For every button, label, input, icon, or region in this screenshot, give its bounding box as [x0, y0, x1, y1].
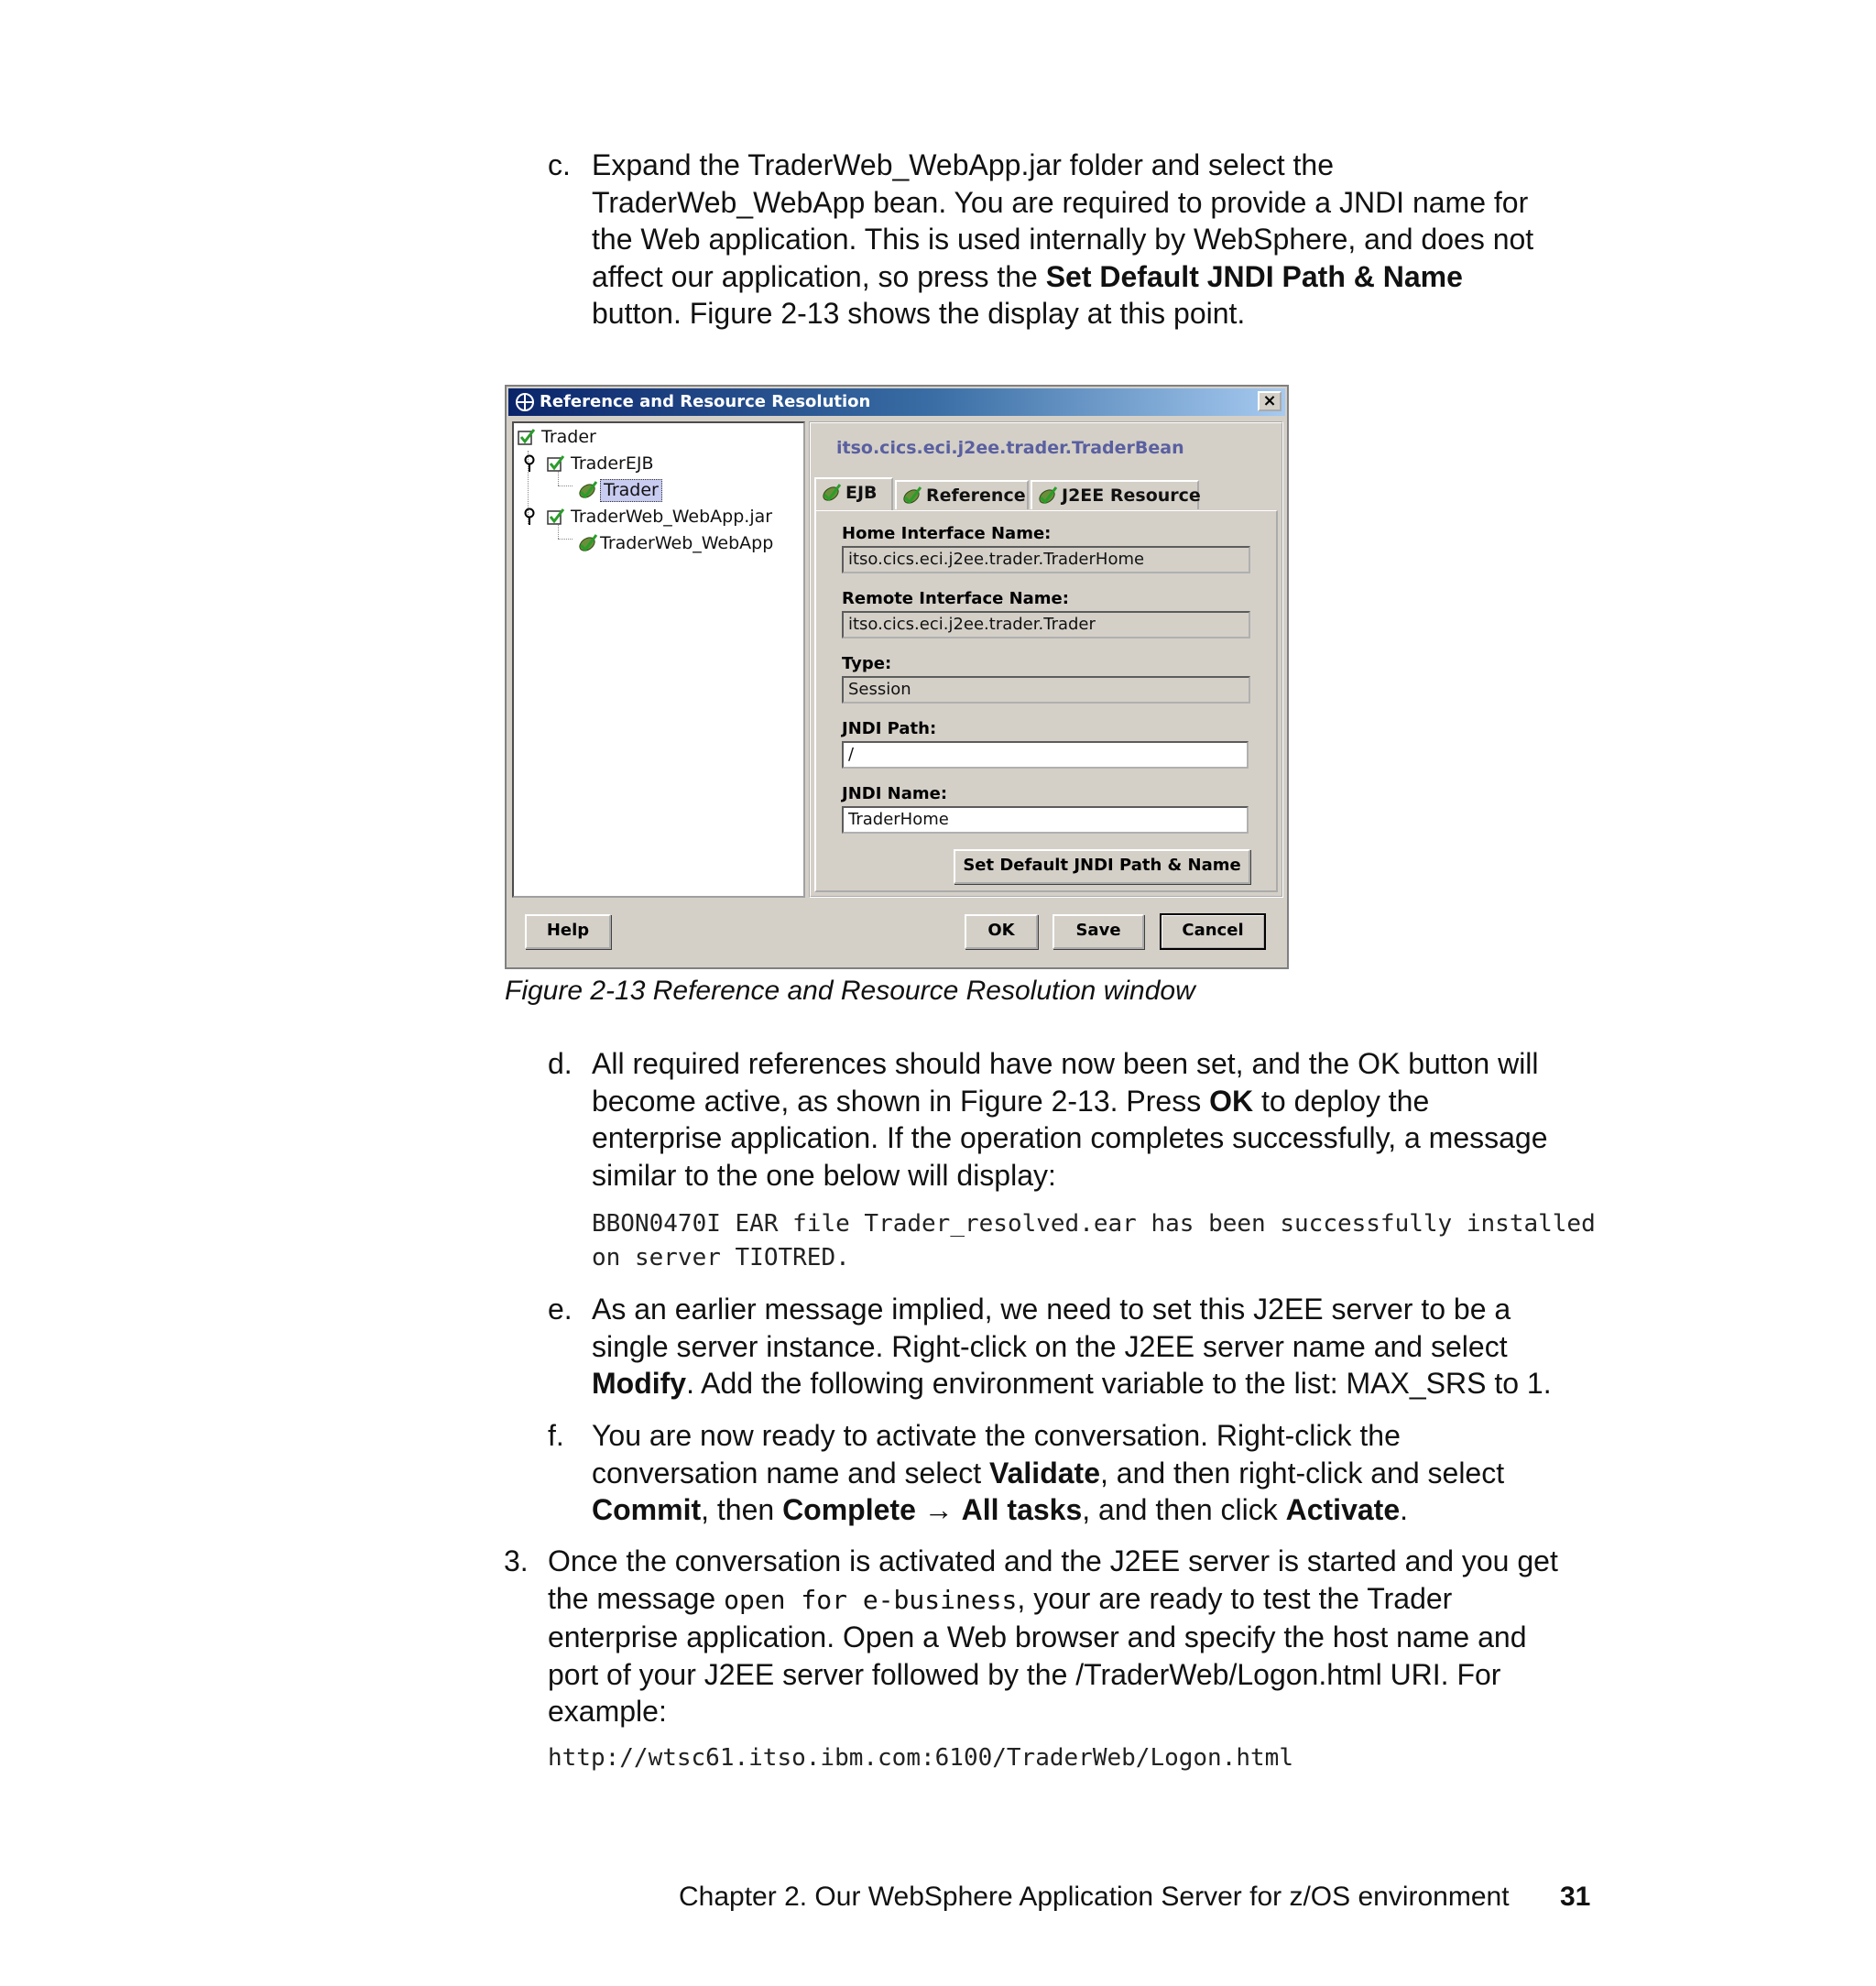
code-line: BBON0470I EAR file Trader_resolved.ear has been successfully installed	[592, 1210, 1596, 1238]
footer-chapter: Chapter 2. Our WebSphere Application Server for z/OS environment	[679, 1882, 1510, 1912]
step-marker: 3.	[504, 1544, 529, 1577]
step-f	[548, 1417, 1647, 1532]
step-c	[548, 147, 1647, 339]
close-icon: ×	[1262, 391, 1277, 410]
tab-ejb[interactable]	[814, 477, 893, 510]
bold-term: Commit	[592, 1493, 702, 1526]
ok-button[interactable]: OK	[965, 914, 1038, 949]
checked-icon	[547, 507, 565, 526]
bold-term: OK	[1209, 1084, 1254, 1118]
tree-node-traderweb-bean[interactable]	[518, 531, 792, 555]
close-button[interactable]	[1258, 391, 1282, 411]
step-marker: f.	[548, 1419, 564, 1452]
tree-node-traderejb[interactable]	[518, 452, 792, 475]
paragraph-line: single server instance. Right-click on the J2EE server name and select	[592, 1329, 1508, 1363]
ejb-tab-panel	[814, 510, 1278, 892]
jndi-path-label: JNDI Path:	[842, 719, 937, 738]
checked-icon	[518, 428, 536, 446]
home-interface-label: Home Interface Name:	[842, 524, 1052, 543]
paragraph-line: the message open for e-business, your are ready to test the Trader	[548, 1581, 1453, 1615]
remote-interface-field[interactable]: itso.cics.eci.j2ee.trader.Trader	[842, 611, 1250, 638]
tab-label: EJB	[845, 483, 878, 503]
paragraph-line: Modify. Add the following environment variable to the list: MAX_SRS to 1.	[592, 1367, 1552, 1400]
bold-term: Validate	[989, 1456, 1100, 1490]
home-interface-field[interactable]: itso.cics.eci.j2ee.trader.TraderHome	[842, 546, 1250, 573]
set-default-jndi-button[interactable]: Set Default JNDI Path & Name	[954, 849, 1250, 884]
module-tree	[512, 421, 805, 898]
type-field[interactable]: Session	[842, 676, 1250, 704]
bean-icon	[820, 482, 842, 504]
paragraph-line: affect our application, so press the Set Default JNDI Path & Name	[592, 259, 1463, 293]
tree-label: Trader	[541, 427, 596, 447]
paragraph-line: You are now ready to activate the conversation. Right-click the	[592, 1419, 1401, 1452]
bold-term: All tasks	[961, 1493, 1083, 1526]
tree-node-traderweb-jar[interactable]	[518, 505, 792, 529]
paragraph-line: Expand the TraderWeb_WebApp.jar folder and select the	[592, 148, 1334, 181]
step-e	[548, 1291, 1647, 1405]
code-line: on server TIOTRED.	[592, 1244, 850, 1271]
step-3	[504, 1543, 1649, 1735]
checked-icon	[547, 454, 565, 473]
expand-handle-icon[interactable]	[523, 454, 536, 473]
bean-icon	[576, 532, 598, 554]
bean-icon	[900, 485, 922, 507]
bold-term: Modify	[592, 1367, 687, 1400]
bean-icon	[1036, 485, 1058, 507]
bean-name: itso.cics.eci.j2ee.trader.TraderBean	[836, 438, 1184, 458]
step-marker: e.	[548, 1293, 573, 1326]
type-label: Type:	[842, 654, 892, 673]
jndi-path-input[interactable]: /	[842, 741, 1249, 769]
inline-code: open for e-business	[724, 1584, 1018, 1615]
paragraph-line: All required references should have now been set, and the OK button will	[592, 1047, 1539, 1080]
arrow-icon: →	[915, 1493, 962, 1526]
paragraph-line: enterprise application. If the operation completes successfully, a message	[592, 1121, 1548, 1154]
page-number: 31	[1560, 1882, 1591, 1912]
tab-label: Reference	[926, 486, 1026, 506]
step-marker: d.	[548, 1047, 573, 1080]
remote-interface-label: Remote Interface Name:	[842, 589, 1069, 608]
tree-node-trader[interactable]	[518, 425, 792, 449]
reference-resolution-dialog	[505, 385, 1289, 969]
paragraph-line: the Web application. This is used internally by WebSphere, and does not	[592, 223, 1534, 256]
tab-j2ee-resource[interactable]	[1031, 480, 1199, 509]
step-d	[548, 1045, 1647, 1201]
paragraph-line: enterprise application. Open a Web browser and specify the host name and	[548, 1620, 1527, 1653]
bean-icon	[576, 479, 598, 501]
figure-caption: Figure 2-13 Reference and Resource Resolution window	[505, 976, 1195, 1006]
paragraph-line: port of your J2EE server followed by the /TraderWeb/Logon.html URI. For	[548, 1657, 1501, 1691]
dialog-titlebar[interactable]	[508, 388, 1285, 416]
tree-label: TraderWeb_WebApp	[600, 533, 774, 553]
paragraph-line: TraderWeb_WebApp bean. You are required to provide a JNDI name for	[592, 185, 1529, 219]
step-marker: c.	[548, 148, 571, 181]
bold-term: Activate	[1285, 1493, 1401, 1526]
url-example: http://wtsc61.itso.ibm.com:6100/TraderWeb/Logon.html	[548, 1744, 1293, 1772]
paragraph-line: become active, as shown in Figure 2-13. Press OK to deploy the	[592, 1084, 1430, 1118]
tab-reference[interactable]	[895, 480, 1029, 509]
paragraph-line: example:	[548, 1695, 667, 1728]
jndi-name-input[interactable]: TraderHome	[842, 806, 1249, 834]
paragraph-line: conversation name and select Validate, and then right-click and select	[592, 1456, 1505, 1490]
tree-label: TraderEJB	[571, 453, 654, 474]
tree-label-selected: Trader	[600, 479, 662, 502]
paragraph-line: Commit, then Complete → All tasks, and then click Activate.	[592, 1493, 1408, 1526]
save-button[interactable]: Save	[1053, 914, 1144, 949]
cancel-button[interactable]: Cancel	[1161, 914, 1265, 949]
tab-label: J2EE Resource	[1062, 486, 1201, 506]
paragraph-line: As an earlier message implied, we need to set this J2EE server to be a	[592, 1293, 1511, 1326]
help-button[interactable]: Help	[525, 914, 611, 949]
paragraph-line: similar to the one below will display:	[592, 1158, 1056, 1192]
details-pane	[809, 421, 1283, 898]
app-icon	[514, 391, 536, 413]
paragraph-line: Once the conversation is activated and the J2EE server is started and you get	[548, 1544, 1558, 1577]
expand-handle-icon[interactable]	[523, 507, 536, 526]
jndi-name-label: JNDI Name:	[842, 784, 948, 803]
bold-term: Complete	[782, 1493, 916, 1526]
tree-label: TraderWeb_WebApp.jar	[571, 507, 773, 527]
dialog-title: Reference and Resource Resolution	[540, 392, 871, 411]
paragraph-line: button. Figure 2-13 shows the display at this point.	[592, 297, 1246, 330]
bold-term: Set Default JNDI Path & Name	[1045, 259, 1463, 293]
tree-node-trader-bean[interactable]	[518, 478, 792, 502]
